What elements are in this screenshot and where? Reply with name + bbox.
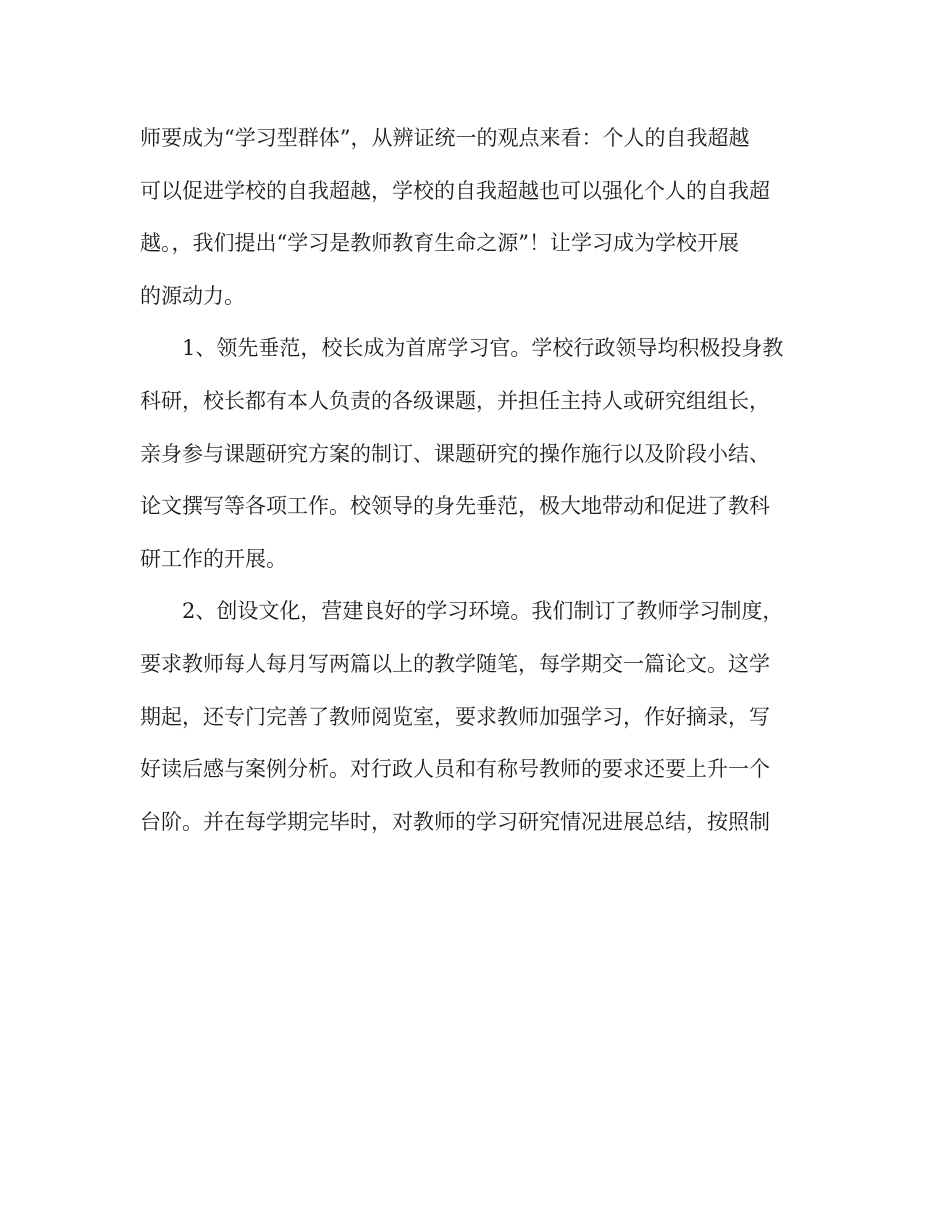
text-line: 期起，还专门完善了教师阅览室，要求教师加强学习，作好摘录，写	[140, 704, 770, 729]
text-line: 师要成为“学习型群体”，从辨证统一的观点来看：个人的自我超越	[140, 126, 750, 150]
text-line: 要求教师每人每月写两篇以上的教学随笔，每学期交一篇论文。这学	[140, 651, 770, 676]
text-line: 研工作的开展。	[140, 546, 287, 571]
text-line: 论文撰写等各项工作。校领导的身先垂范，极大地带动和促进了教科	[140, 494, 770, 519]
text-line: 1、领先垂范，校长成为首席学习官。学校行政领导均积极投身教	[140, 336, 784, 361]
text-line: 亲身参与课题研究方案的制订、课题研究的操作施行以及阶段小结、	[140, 441, 770, 466]
text-line: 好读后感与案例分析。对行政人员和有称号教师的要求还要上升一个	[140, 757, 770, 782]
text-line: 可以促进学校的自我超越，学校的自我超越也可以强化个人的自我超	[140, 178, 770, 203]
text-line: 科研，校长都有本人负责的各级课题，并担任主持人或研究组组长，	[140, 388, 770, 413]
text-line: 的源动力。	[140, 283, 245, 308]
text-line: 2、创设文化，营建良好的学习环境。我们制订了教师学习制度，	[140, 599, 784, 624]
text-line: 越。，我们提出“学习是教师教育生命之源”！让学习成为学校开展	[140, 231, 739, 256]
text-line: 台阶。并在每学期完毕时，对教师的学习研究情况进展总结，按照制	[140, 809, 770, 834]
document-body	[140, 112, 812, 848]
